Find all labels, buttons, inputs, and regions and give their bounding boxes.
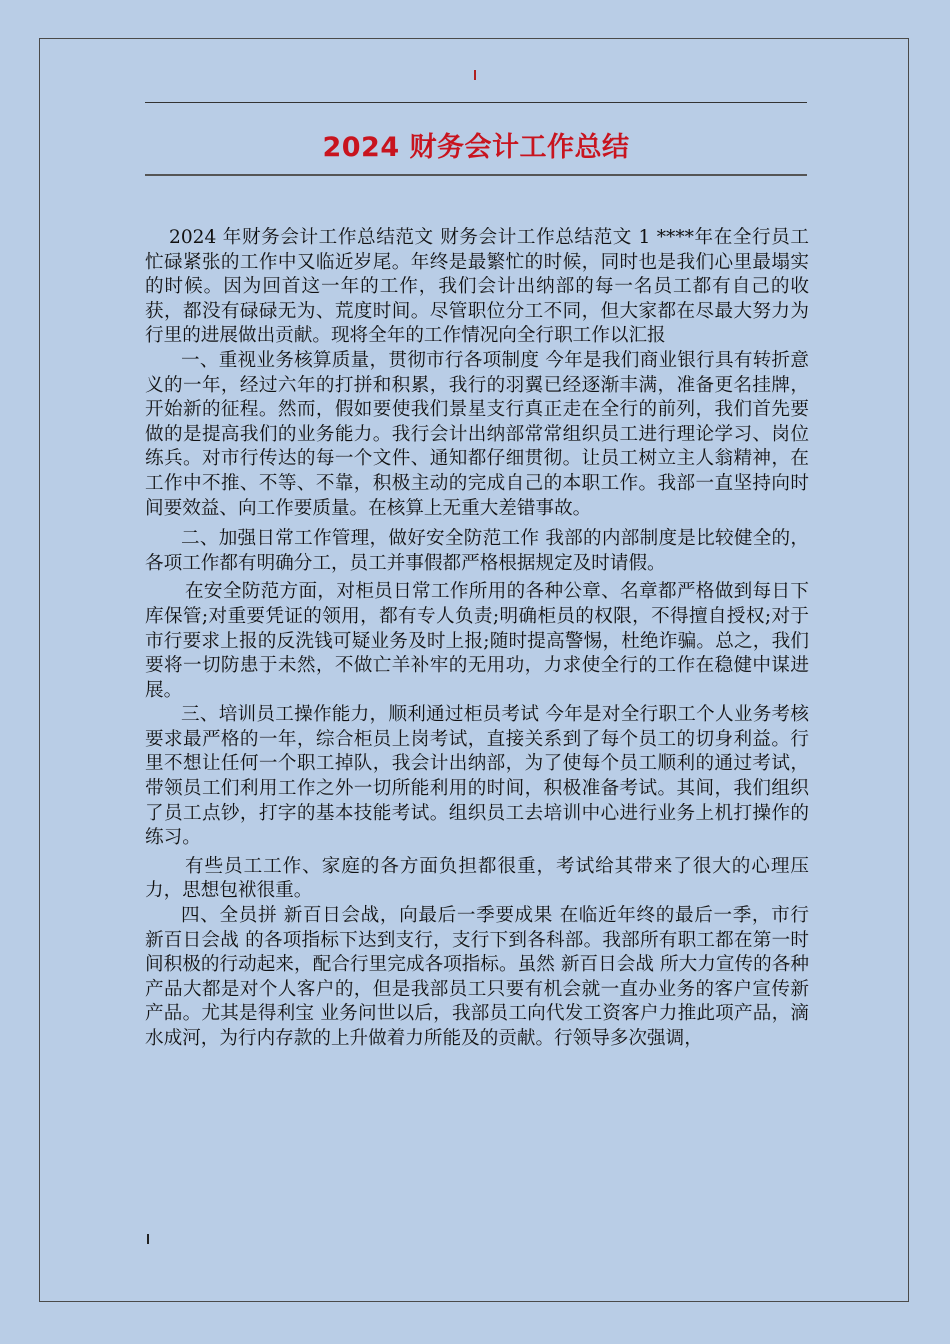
header-rule bbox=[145, 102, 807, 103]
paragraph-section-2: 二、加强日常工作管理，做好安全防范工作 我部的内部制度是比较健全的，各项工作都有明确分工，员工并事假都严格根据规定及时请假。 bbox=[145, 528, 809, 574]
paragraph-section-4: 四、全员拼 新百日会战，向最后一季要成果 在临近年终的最后一季，市行 新百日会战 的各项指标下达到支行，支行下到各科部。我部所有职工都在第一时间积极的行动起来，配合行里完成各项指标。虽然 新百日会战 所大力宣传的各种产品大都是对个人客户的，但是我部员工只要有机会就一直办业务的客户宣传新产品。尤其是得利宝 业务问世以后，我部员工向代发工资客户力推此项产品，滴水成河，为行内存款的上升做着力所能及的贡献。行领导多次强调， bbox=[145, 905, 809, 1049]
footer-cursor-mark bbox=[147, 1234, 149, 1244]
document-body bbox=[145, 226, 809, 1052]
paragraph-security: 在安全防范方面，对柜员日常工作所用的各种公章、名章都严格做到每日下库保管;对重要凭证的领用，都有专人负责;明确柜员的权限，不得擅自授权;对于市行要求上报的反洗钱可疑业务及时上报;随时提高警惕，杜绝诈骗。总之，我们要将一切防患于未然，不做亡羊补牢的无用功，力求使全行的工作在稳健中谋进展。 bbox=[145, 581, 809, 701]
document-title: 2024 财务会计工作总结 bbox=[322, 132, 630, 163]
title-rule bbox=[145, 174, 807, 176]
paragraph-pressure: 有些员工工作、家庭的各方面负担都很重，考试给其带来了很大的心理压力，思想包袱很重。 bbox=[145, 855, 809, 902]
paragraph-section-1: 一、重视业务核算质量，贯彻市行各项制度 今年是我们商业银行具有转折意义的一年，经过六年的打拼和积累，我行的羽翼已经逐渐丰满，准备更名挂牌，开始新的征程。然而，假如要使我们景星支行真正走在全行的前列，我们首先要做的是提高我们的业务能力。我行会计出纳部常常组织员工进行理论学习、岗位练兵。对市行传达的每一个文件、通知都仔细贯彻。让员工树立主人翁精神，在工作中不推、不等、不靠，积极主动的完成自己的本职工作。我部一直坚持向时间要效益、向工作要质量。在核算上无重大差错事故。 bbox=[145, 349, 809, 519]
header-cursor-mark bbox=[474, 70, 476, 80]
paragraph-intro: 2024 年财务会计工作总结范文 财务会计工作总结范文 1 ****年在全行员工忙碌紧张的工作中又临近岁尾。年终是最繁忙的时候，同时也是我们心里最塌实的时候。因为回首这一年的工作，我们会计出纳部的每一名员工都有自己的收获，都没有碌碌无为、荒度时间。尽管职位分工不同，但大家都在尽最大努力为行里的进展做出贡献。现将全年的工作情况向全行职工作以汇报 bbox=[145, 227, 809, 347]
paragraph-section-3: 三、培训员工操作能力，顺利通过柜员考试 今年是对全行职工个人业务考核要求最严格的一年，综合柜员上岗考试，直接关系到了每个员工的切身利益。行里不想让任何一个职工掉队，我会计出纳部，为了使每个员工顺利的通过考试，带领员工们利用工作之外一切所能利用的时间，积极准备考试。其间，我们组织了员工点钞，打字的基本技能考试。组织员工去培训中心进行业务上机打操作的练习。 bbox=[145, 704, 809, 849]
